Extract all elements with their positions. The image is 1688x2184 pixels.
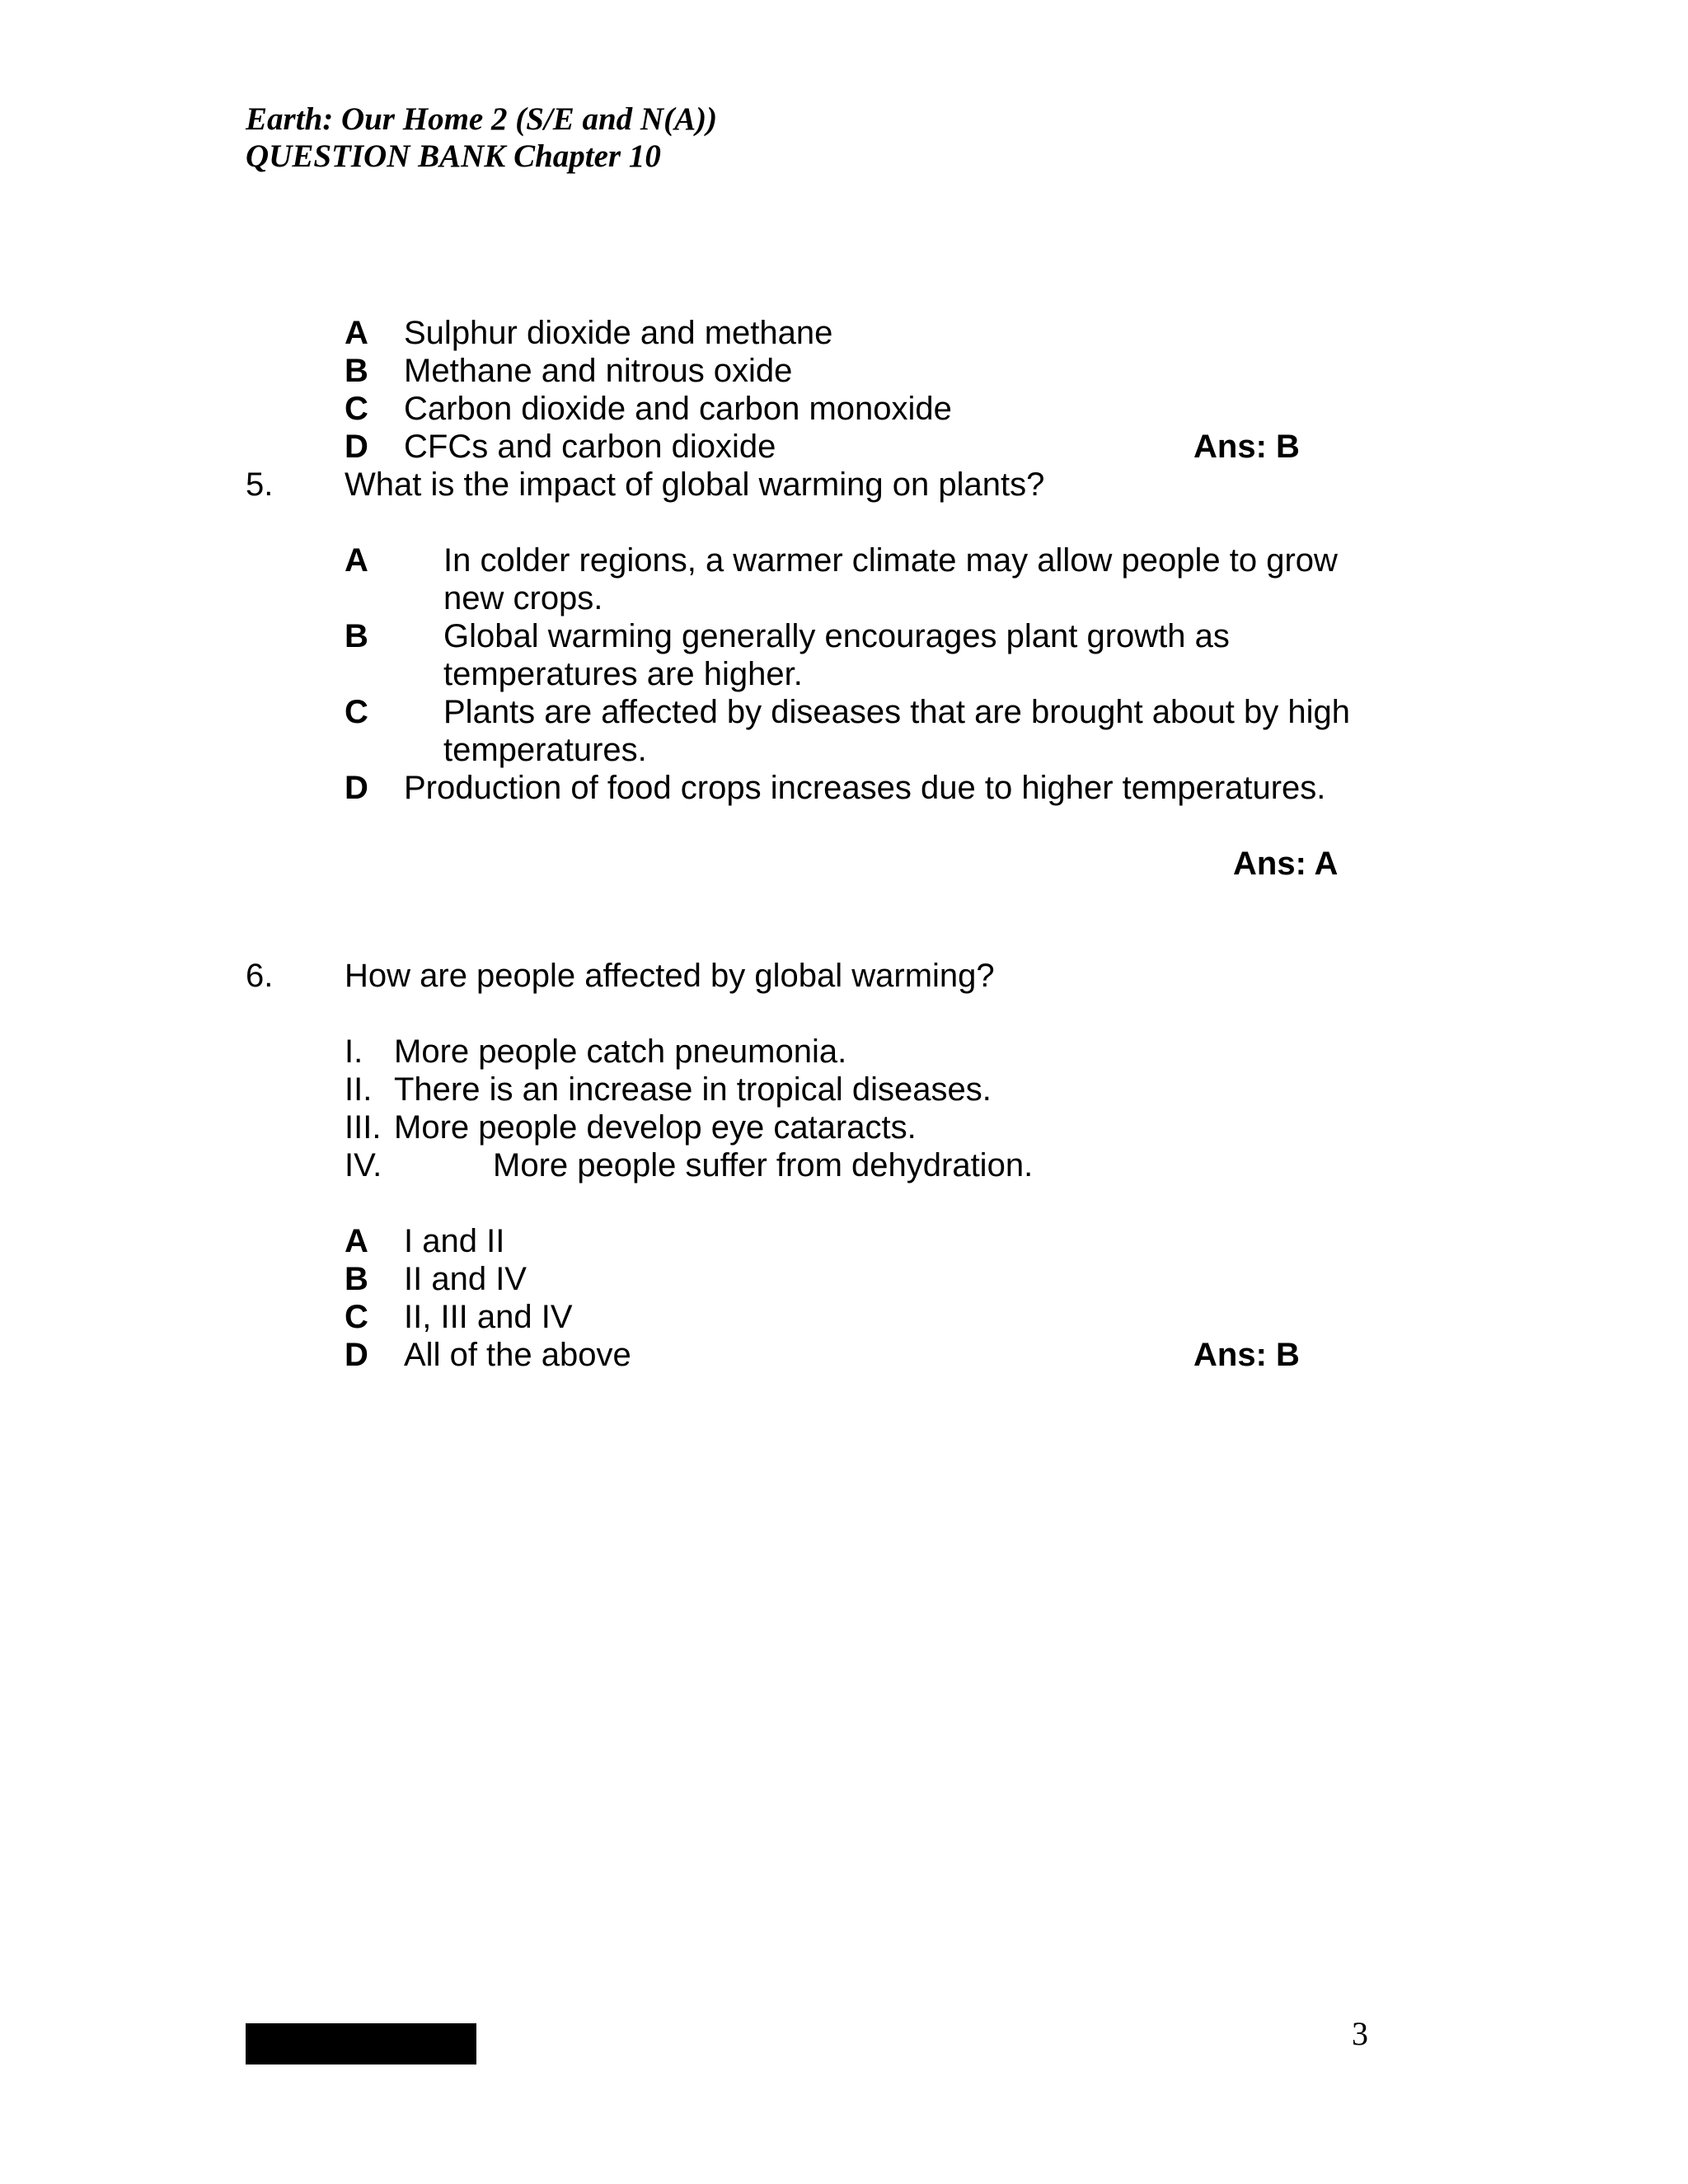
q6-statement-2-numeral: II. bbox=[345, 1071, 373, 1108]
q5-option-a-line1: In colder regions, a warmer climate may allow people to grow bbox=[443, 542, 1338, 579]
q4-option-c-text: Carbon dioxide and carbon monoxide bbox=[404, 391, 952, 427]
q5-option-c-line2: temperatures. bbox=[443, 732, 647, 768]
q6-option-c-letter: C bbox=[345, 1299, 368, 1335]
q6-statement-2-text: There is an increase in tropical diseases. bbox=[394, 1071, 992, 1108]
chapter-title: QUESTION BANK Chapter 10 bbox=[246, 138, 661, 174]
document-title: Earth: Our Home 2 (S/E and N(A)) bbox=[246, 101, 718, 137]
q6-number: 6. bbox=[246, 958, 274, 994]
q5-question: What is the impact of global warming on plants? bbox=[345, 466, 1045, 503]
q5-answer: Ans: A bbox=[1233, 846, 1339, 882]
redaction-bar bbox=[246, 2023, 476, 2064]
page-number: 3 bbox=[1352, 2015, 1368, 2052]
q6-statement-4-numeral: IV. bbox=[345, 1147, 382, 1183]
q6-option-a-letter: A bbox=[345, 1223, 368, 1259]
q5-option-d-letter: D bbox=[345, 770, 368, 806]
q6-option-d-text: All of the above bbox=[404, 1337, 631, 1373]
q4-option-b-text: Methane and nitrous oxide bbox=[404, 353, 793, 389]
q6-statement-3-text: More people develop eye cataracts. bbox=[394, 1109, 917, 1146]
q5-option-b-line2: temperatures are higher. bbox=[443, 656, 803, 692]
q5-option-c-letter: C bbox=[345, 694, 368, 730]
q6-statement-1-numeral: I. bbox=[345, 1033, 363, 1070]
q5-option-b-line1: Global warming generally encourages plant growth as bbox=[443, 618, 1230, 654]
q6-option-b-text: II and IV bbox=[404, 1261, 527, 1297]
q5-option-d-text: Production of food crops increases due to higher temperatures. bbox=[404, 770, 1326, 806]
q5-option-a-letter: A bbox=[345, 542, 368, 579]
q5-number: 5. bbox=[246, 466, 274, 503]
q4-option-a-letter: A bbox=[345, 315, 368, 351]
q6-statement-3-numeral: III. bbox=[345, 1109, 382, 1146]
q5-option-b-letter: B bbox=[345, 618, 368, 654]
q6-statement-1-text: More people catch pneumonia. bbox=[394, 1033, 847, 1070]
q4-answer: Ans: B bbox=[1193, 429, 1300, 465]
q5-option-c-line1: Plants are affected by diseases that are brought about by high bbox=[443, 694, 1350, 730]
q6-option-b-letter: B bbox=[345, 1261, 368, 1297]
q4-option-d-text: CFCs and carbon dioxide bbox=[404, 429, 776, 465]
q4-option-c-letter: C bbox=[345, 391, 368, 427]
q6-option-d-letter: D bbox=[345, 1337, 368, 1373]
q6-option-a-text: I and II bbox=[404, 1223, 505, 1259]
q6-answer: Ans: B bbox=[1193, 1337, 1300, 1373]
q4-option-d-letter: D bbox=[345, 429, 368, 465]
q6-statement-4-text: More people suffer from dehydration. bbox=[493, 1147, 1034, 1183]
q6-question: How are people affected by global warming? bbox=[345, 958, 995, 994]
q6-option-c-text: II, III and IV bbox=[404, 1299, 573, 1335]
q4-option-a-text: Sulphur dioxide and methane bbox=[404, 315, 833, 351]
q5-option-a-line2: new crops. bbox=[443, 580, 603, 616]
q4-option-b-letter: B bbox=[345, 353, 368, 389]
